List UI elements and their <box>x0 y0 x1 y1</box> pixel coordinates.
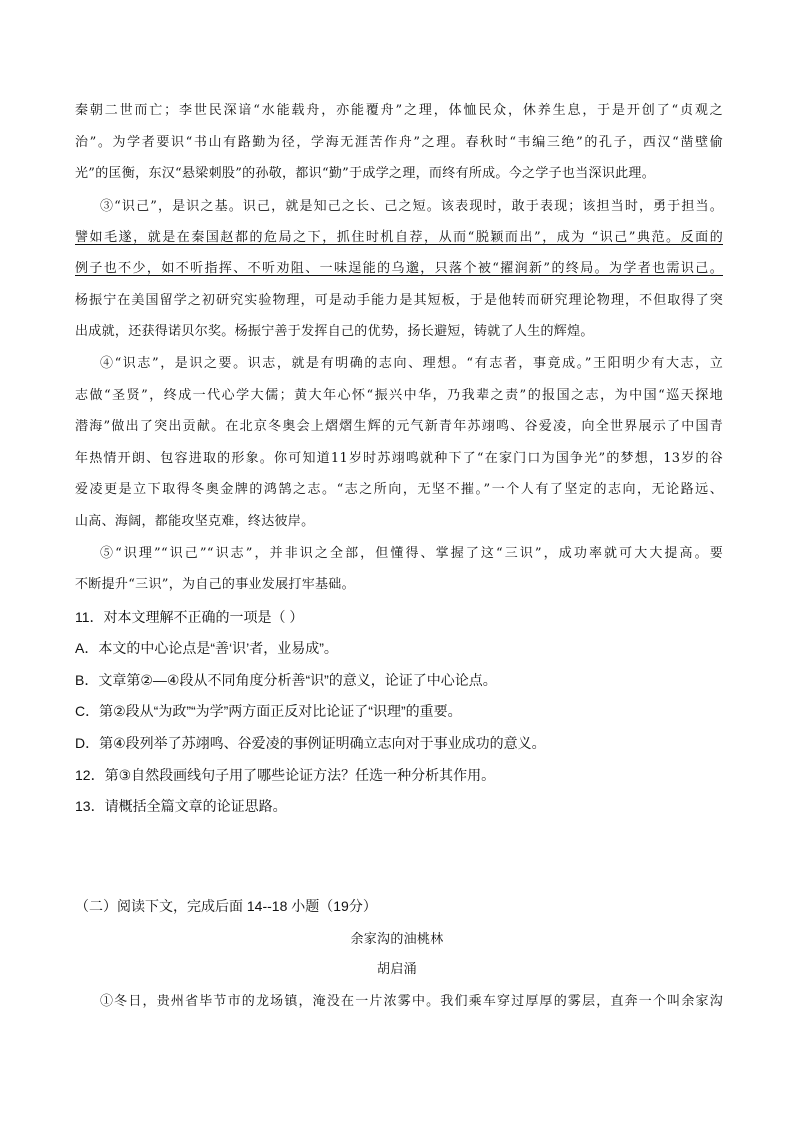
underlined-line: 譬如毛遂，就是在秦国赵都的危局之下，抓住时机自荐，从而“脱颖而出”，成为 “识己”典范。反面的 <box>75 230 723 245</box>
option-a: A．本文的中心论点是“善‘识’者，业易成”。 <box>75 640 338 656</box>
option-b: B．文章第②—④段从不同角度分析善“识”的意义，论证了中心论点。 <box>75 672 497 688</box>
text-line: 年热情开朗、包容进取的形象。你可知道11岁时苏翊鸣就种下了“在家门口为国争光”的梦想，13岁的谷 <box>75 451 723 466</box>
option-d: D．第④段列举了苏翊鸣、谷爱凌的事例证明确立志向对于事业成功的意义。 <box>75 735 546 751</box>
text-line: 志做“圣贤”，终成一代心学大儒；黄大年心怀“振兴中华，乃我辈之责”的报国之志，为中国“巡天探地 <box>75 388 723 403</box>
text-line: ④“识志”，是识之要。识志，就是有明确的志向、理想。“有志者，事竟成。”王阳明少有大志，立 <box>100 356 723 371</box>
text-line: 秦朝二世而亡；李世民深谙“水能载舟，亦能覆舟”之理，体恤民众，休养生息，于是开创了“贞观之 <box>75 103 723 118</box>
underlined-line: 例子也不少，如不听指挥、不听劝阻、一味逞能的乌邈，只落个被“擢润新”的终局。为学者也需识己。 <box>75 261 723 276</box>
text-line: 光”的匡衡，东汉“悬梁刺股”的孙敬，都识“勤”于成学之理，而终有所成。今之学子也当深识此理。 <box>75 166 656 181</box>
text-line: ③“识己”，是识之基。识己，就是知己之长、己之短。该表现时，敢于表现；该担当时，勇于担当。 <box>100 199 723 214</box>
question-13: 13．请概括全篇文章的论证思路。 <box>75 798 287 814</box>
text-line: 治”。为学者要识“书山有路勤为径，学海无涯苦作舟”之理。春秋时“韦编三绝”的孔子，西汉“凿壁偷 <box>75 135 723 150</box>
text-line: ⑤“识理”“识己”“识志”，并非识之全部，但懂得、掌握了这“三识”，成功率就可大大提高。要 <box>100 546 723 561</box>
text-line: 爱凌更是立下取得冬奥金牌的鸿鹄之志。“志之所向，无坚不摧。”一个人有了坚定的志向，无论路远、 <box>75 482 723 497</box>
text-line: 杨振宁在美国留学之初研究实验物理，可是动手能力是其短板，于是他转而研究理论物理，不但取得了突 <box>75 293 723 308</box>
question-11: 11．对本文理解不正确的一项是（ ） <box>75 609 304 625</box>
question-12: 12．第③自然段画线句子用了哪些论证方法？任选一种分析其作用。 <box>75 767 496 783</box>
article-author: 胡启涌 <box>377 962 417 977</box>
option-c: C．第②段从“为政”“为学”两方面正反对比论证了“识理”的重要。 <box>75 703 462 719</box>
text-line: 出成就，还获得诺贝尔奖。杨振宁善于发挥自己的优势，扬长避短，铸就了人生的辉煌。 <box>75 324 594 339</box>
text-line: 不断提升“三识”，为自己的事业发展打牢基础。 <box>75 577 355 592</box>
text-line: ①冬日，贵州省毕节市的龙场镇，淹没在一片浓雾中。我们乘车穿过厚厚的雾层，直奔一个叫余家沟 <box>100 994 723 1009</box>
text-line: 山高、海阔，都能攻坚克难，终达彼岸。 <box>75 514 315 529</box>
text-line: 潜海”做出了突出贡献。在北京冬奥会上熠熠生辉的元气新青年苏翊鸣、谷爱凌，向全世界展示了中国青 <box>75 419 723 434</box>
section-heading: （二）阅读下文，完成后面 14--18 小题（19分） <box>75 898 377 914</box>
article-title: 余家沟的油桃林 <box>350 932 444 947</box>
